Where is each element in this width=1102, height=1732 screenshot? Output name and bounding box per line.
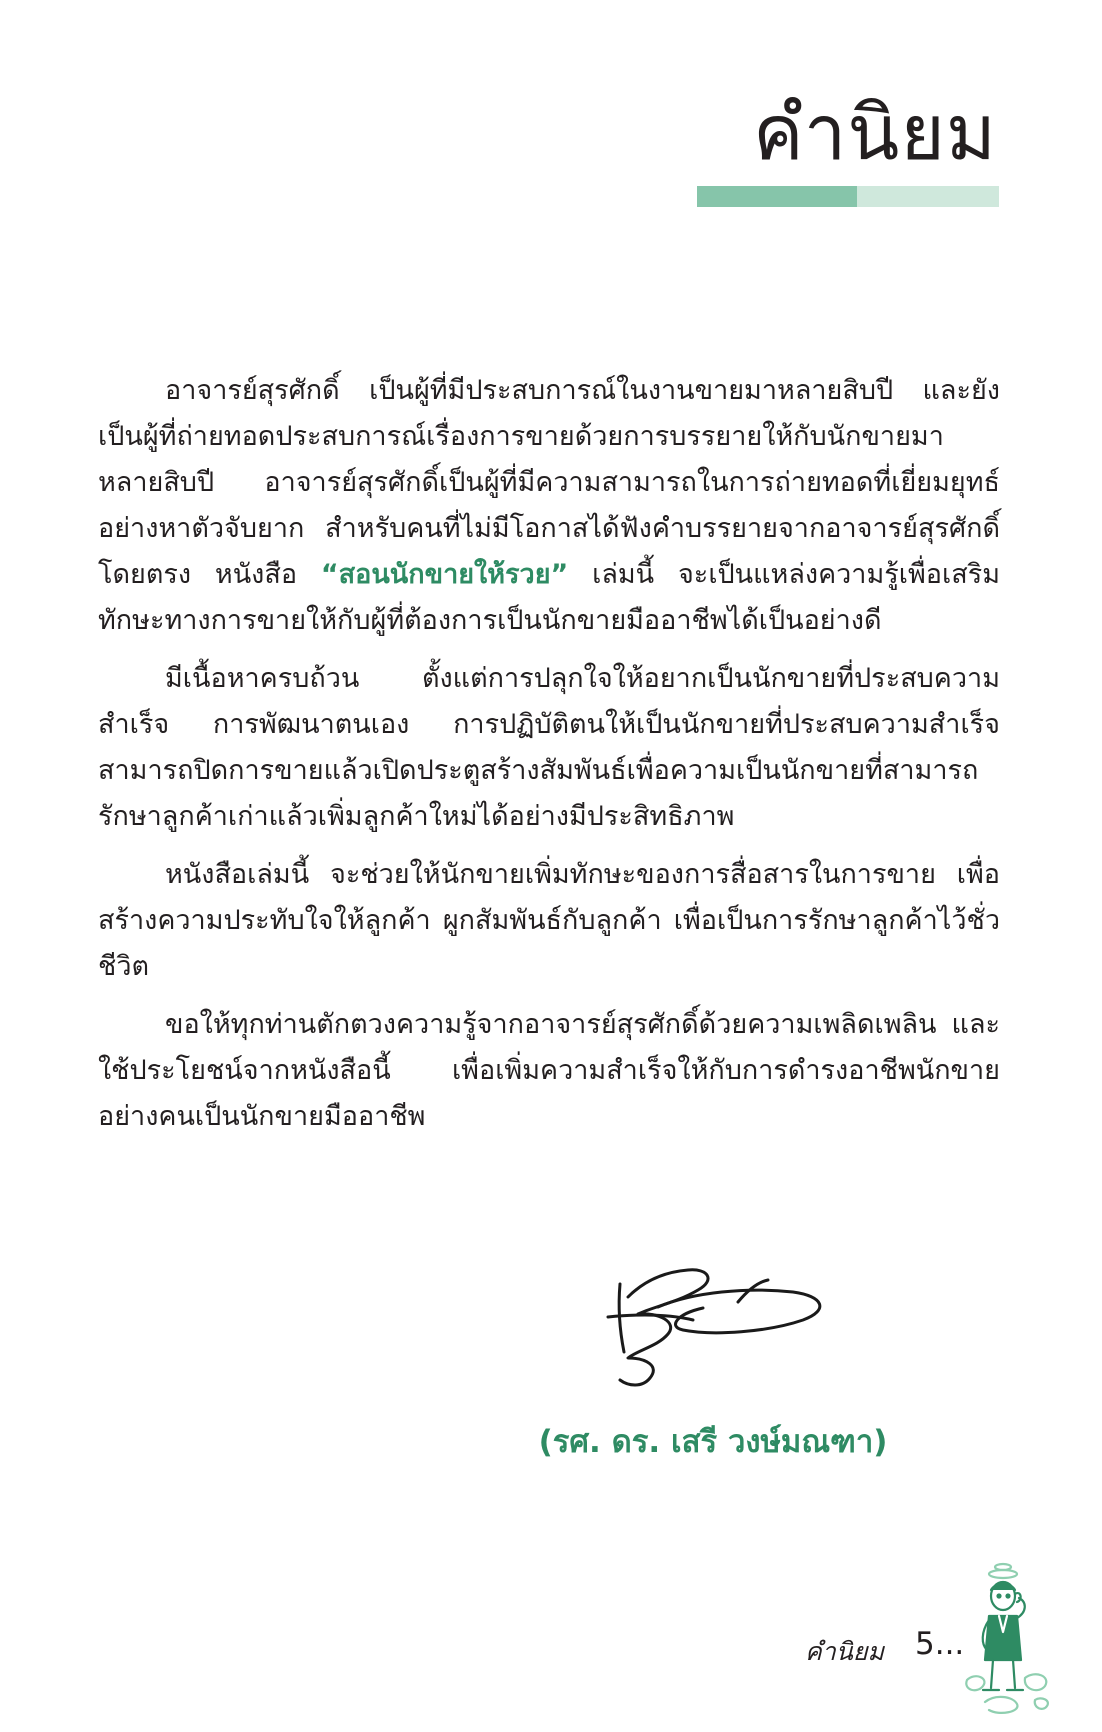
page-number: 5... bbox=[915, 1626, 965, 1662]
paragraph-4: ขอให้ทุกท่านตักตวงความรู้จากอาจารย์สุรศักดิ์ด้วยความเพลิดเพลิน และใช้ประโยชน์จากหนังสือนี้ เพื่อเพิ่มความสำเร็จให้กับการดำรงอาชีพนักขายอย่างคนเป็นนักขายมืออาชีพ bbox=[98, 1009, 1000, 1132]
title-underline bbox=[697, 186, 999, 207]
footer-section-label: คำนิยม bbox=[805, 1637, 884, 1666]
handwritten-signature bbox=[598, 1262, 838, 1397]
page-title: คำนิยม bbox=[752, 88, 997, 177]
foreword-body bbox=[98, 368, 1000, 1152]
book-title-highlight: “สอนนักขายให้รวย” bbox=[320, 559, 569, 590]
paragraph-1-text-before: อาจารย์สุรศักดิ์ เป็นผู้ที่มีประสบการณ์ในงานขายมาหลายสิบปี และยังเป็นผู้ที่ถ่ายทอดประสบการณ์เรื่องการขายด้วยการบรรยายให้กับนักขายมาหลายสิบปี อาจารย์สุรศักดิ์เป็นผู้ที่มีความสามารถในการถ่ายทอดที่เยี่ยมยุทธ์อย่างหาตัวจับยาก สำหรับคนที่ไม่มีโอกาสได้ฟังคำบรรยายจากอาจารย์สุรศักดิ์โดยตรง หนังสือ bbox=[98, 375, 1000, 590]
salesman-mascot-icon bbox=[955, 1560, 1060, 1720]
paragraph-3: หนังสือเล่มนี้ จะช่วยให้นักขายเพิ่มทักษะของการสื่อสารในการขาย เพื่อสร้างความประทับใจให้ลูกค้า ผูกสัมพันธ์กับลูกค้า เพื่อเป็นการรักษาลูกค้าไว้ชั่วชีวิต bbox=[98, 859, 1000, 982]
title-underline-dark bbox=[697, 186, 857, 207]
paragraph-1-text-after: เล่มนี้ จะเป็นแหล่งความรู้เพื่อเสริมทักษะทางการขายให้กับผู้ที่ต้องการเป็นนักขายมืออาชีพได้เป็นอย่างดี bbox=[98, 559, 1000, 636]
title-underline-light bbox=[857, 186, 999, 207]
signer-name: (รศ. ดร. เสรี วงษ์มณฑา) bbox=[538, 1424, 888, 1460]
paragraph-2: มีเนื้อหาครบถ้วน ตั้งแต่การปลุกใจให้อยากเป็นนักขายที่ประสบความสำเร็จ การพัฒนาตนเอง การปฏิบัติตนให้เป็นนักขายที่ประสบความสำเร็จ สามารถปิดการขายแล้วเปิดประตูสร้างสัมพันธ์เพื่อความเป็นนักขายที่สามารถรักษาลูกค้าเก่าแล้วเพิ่มลูกค้าใหม่ได้อย่างมีประสิทธิภาพ bbox=[98, 663, 1000, 832]
paragraph-1 bbox=[98, 368, 1000, 644]
